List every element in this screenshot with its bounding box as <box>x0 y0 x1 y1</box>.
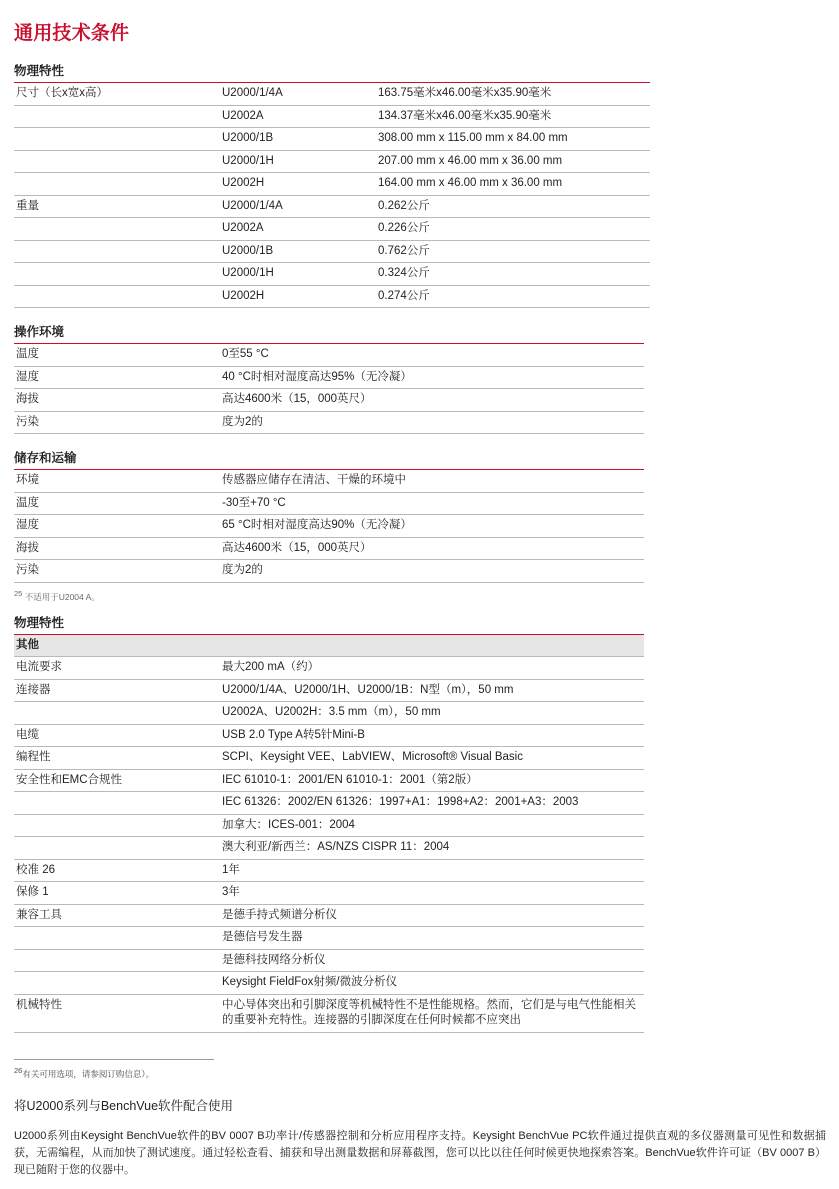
cell-label <box>14 173 220 196</box>
cell-value: 高达4600米（15，000英尺） <box>220 389 644 412</box>
cell-value: 加拿大：ICES-001：2004 <box>220 814 644 837</box>
cell-label <box>14 814 220 837</box>
cell-label: 污染 <box>14 560 220 583</box>
table-row <box>14 702 644 725</box>
cell-value: 1年 <box>220 859 644 882</box>
cell-label <box>14 949 220 972</box>
cell-label: 电流要求 <box>14 657 220 680</box>
cell-label: 环境 <box>14 470 220 493</box>
cell-label: 兼容工具 <box>14 904 220 927</box>
table-row <box>14 83 650 106</box>
cell-label <box>14 972 220 995</box>
table-row <box>14 240 650 263</box>
cell-subheader: 其他 <box>14 634 220 657</box>
footnote-26 <box>14 1066 825 1080</box>
cell-model: U2002A <box>220 218 376 241</box>
cell-value: IEC 61010-1：2001/EN 61010-1：2001（第2版） <box>220 769 644 792</box>
table-row <box>14 492 644 515</box>
cell-label: 湿度 <box>14 515 220 538</box>
cell-label: 尺寸（长x宽x高） <box>14 83 220 106</box>
cell-value: IEC 61326：2002/EN 61326：1997+A1：1998+A2：2001+A3：2003 <box>220 792 644 815</box>
cell-value: Keysight FieldFox射频/微波分析仪 <box>220 972 644 995</box>
cell-label: 安全性和EMC合规性 <box>14 769 220 792</box>
cell-value: 40 °C时相对湿度高达95%（无冷凝） <box>220 366 644 389</box>
cell-label: 温度 <box>14 492 220 515</box>
cell-label: 污染 <box>14 411 220 434</box>
cell-value: 传感器应储存在清洁、干燥的环境中 <box>220 470 644 493</box>
cell-model: U2000/1H <box>220 263 376 286</box>
table-row <box>14 195 650 218</box>
cell-label: 连接器 <box>14 679 220 702</box>
cell-label: 保修 1 <box>14 882 220 905</box>
cell-value: 中心导体突出和引脚深度等机械特性不是性能规格。然而，它们是与电气性能相关的重要补充特性。连接器的引脚深度在任何时候都不应突出 <box>220 994 644 1032</box>
table-row <box>14 470 644 493</box>
cell-value: 0.324公斤 <box>376 263 650 286</box>
table-row <box>14 949 644 972</box>
cell-label <box>14 792 220 815</box>
footnote-text: 有关可用选项，请参阅订购信息）。 <box>22 1068 155 1079</box>
table-row <box>14 882 644 905</box>
table-row <box>14 927 644 950</box>
footnote-marker: 26 <box>14 1065 23 1075</box>
cell-label <box>14 927 220 950</box>
cell-value: 最大200 mA（约） <box>220 657 644 680</box>
table-row <box>14 344 644 367</box>
cell-value: 澳大利亚/新西兰：AS/NZS CISPR 11：2004 <box>220 837 644 860</box>
cell-label <box>14 218 220 241</box>
table-row <box>14 724 644 747</box>
cell-model: U2000/1B <box>220 240 376 263</box>
table-row <box>14 515 644 538</box>
table-row <box>14 173 650 196</box>
cell-value: 0.274公斤 <box>376 285 650 308</box>
table-subheader-row <box>14 634 644 657</box>
cell-model: U2002H <box>220 173 376 196</box>
section-heading-physical-2: 物理特性 <box>14 615 65 630</box>
table-row <box>14 747 644 770</box>
cell-model: U2002H <box>220 285 376 308</box>
cell-label <box>14 702 220 725</box>
cell-value: 163.75毫米x46.00毫米x35.90毫米 <box>376 83 650 106</box>
table-row <box>14 679 644 702</box>
cell-label: 重量 <box>14 195 220 218</box>
cell-label: 湿度 <box>14 366 220 389</box>
cell-value: SCPI、Keysight VEE、LabVIEW、Microsoft® Visual Basic <box>220 747 644 770</box>
table-row <box>14 218 650 241</box>
table-row <box>14 285 650 308</box>
cell-value: 308.00 mm x 115.00 mm x 84.00 mm <box>376 128 650 151</box>
cell-value: 是德科技网络分析仪 <box>220 949 644 972</box>
cell-model: U2000/1/4A <box>220 83 376 106</box>
cell-value: 高达4600米（15，000英尺） <box>220 537 644 560</box>
cell-label: 校准 26 <box>14 859 220 882</box>
cell-subheader-blank <box>220 634 644 657</box>
cell-value: 是德手持式频谱分析仪 <box>220 904 644 927</box>
section-heading-environment: 操作环境 <box>14 325 65 340</box>
cell-value: 是德信号发生器 <box>220 927 644 950</box>
cell-value: U2002A、U2002H：3.5 mm（m），50 mm <box>220 702 644 725</box>
table-row <box>14 859 644 882</box>
cell-value: 0.262公斤 <box>376 195 650 218</box>
cell-label: 编程性 <box>14 747 220 770</box>
table-row <box>14 904 644 927</box>
cell-label <box>14 240 220 263</box>
cell-label <box>14 150 220 173</box>
table-row <box>14 994 644 1032</box>
table-row <box>14 150 650 173</box>
table-row <box>14 769 644 792</box>
footnote-25 <box>14 589 825 603</box>
cell-label <box>14 285 220 308</box>
table-storage-transport <box>14 469 644 583</box>
table-row <box>14 128 650 151</box>
table-row <box>14 411 644 434</box>
cell-model: U2002A <box>220 105 376 128</box>
cell-model: U2000/1H <box>220 150 376 173</box>
cell-value: 0至55 °C <box>220 344 644 367</box>
table-row <box>14 105 650 128</box>
cell-value: 0.762公斤 <box>376 240 650 263</box>
cell-value: 3年 <box>220 882 644 905</box>
cell-label: 机械特性 <box>14 994 220 1032</box>
cell-label <box>14 105 220 128</box>
table-physical-characteristics <box>14 82 650 308</box>
cell-model: U2000/1B <box>220 128 376 151</box>
cell-label: 海拔 <box>14 537 220 560</box>
cell-value: 207.00 mm x 46.00 mm x 36.00 mm <box>376 150 650 173</box>
table-row <box>14 366 644 389</box>
cell-label: 电缆 <box>14 724 220 747</box>
page-title: 通用技术条件 <box>14 23 130 44</box>
table-row <box>14 389 644 412</box>
cell-model: U2000/1/4A <box>220 195 376 218</box>
cell-label <box>14 128 220 151</box>
table-row <box>14 972 644 995</box>
cell-value: 0.226公斤 <box>376 218 650 241</box>
footnote-marker: 25 <box>14 588 23 598</box>
cell-label: 温度 <box>14 344 220 367</box>
cell-value: 度为2的 <box>220 560 644 583</box>
table-row <box>14 657 644 680</box>
cell-value: 134.37毫米x46.00毫米x35.90毫米 <box>376 105 650 128</box>
section-heading-physical-1: 物理特性 <box>14 64 65 78</box>
table-operating-environment <box>14 343 644 434</box>
footnote-text: 不适用于U2004 A。 <box>24 591 100 602</box>
table-row <box>14 814 644 837</box>
cell-value: 度为2的 <box>220 411 644 434</box>
benchvue-heading: 将U2000系列与BenchVue软件配合使用 <box>14 1098 234 1113</box>
cell-value: 65 °C时相对湿度高达90%（无冷凝） <box>220 515 644 538</box>
cell-value: U2000/1/4A、U2000/1H、U2000/1B：N型（m），50 mm <box>220 679 644 702</box>
footnote-divider <box>14 1059 214 1060</box>
benchvue-paragraph: U2000系列由Keysight BenchVue软件的BV 0007 B功率计/传感器控制和分析应用程序支持。Keysight BenchVue PC软件通过提供直观的多仪器测量可见性和数据捕获，无需编程，从而加快了测试速度。通过轻松查看、捕获和导出测量数据和屏幕截图，您可以比以往任何时候更快地探索答案。BenchVue软件许可证（BV 0007 B）现已随附于您的仪器中。 <box>14 1129 826 1176</box>
table-row <box>14 560 644 583</box>
table-other-specs <box>14 634 644 1033</box>
cell-label: 海拔 <box>14 389 220 412</box>
table-row <box>14 792 644 815</box>
cell-value: USB 2.0 Type A转5针Mini-B <box>220 724 644 747</box>
section-heading-storage: 储存和运输 <box>14 451 77 466</box>
cell-label <box>14 263 220 286</box>
table-row <box>14 837 644 860</box>
table-row <box>14 537 644 560</box>
cell-value: -30至+70 °C <box>220 492 644 515</box>
table-row <box>14 263 650 286</box>
cell-label <box>14 837 220 860</box>
cell-value: 164.00 mm x 46.00 mm x 36.00 mm <box>376 173 650 196</box>
